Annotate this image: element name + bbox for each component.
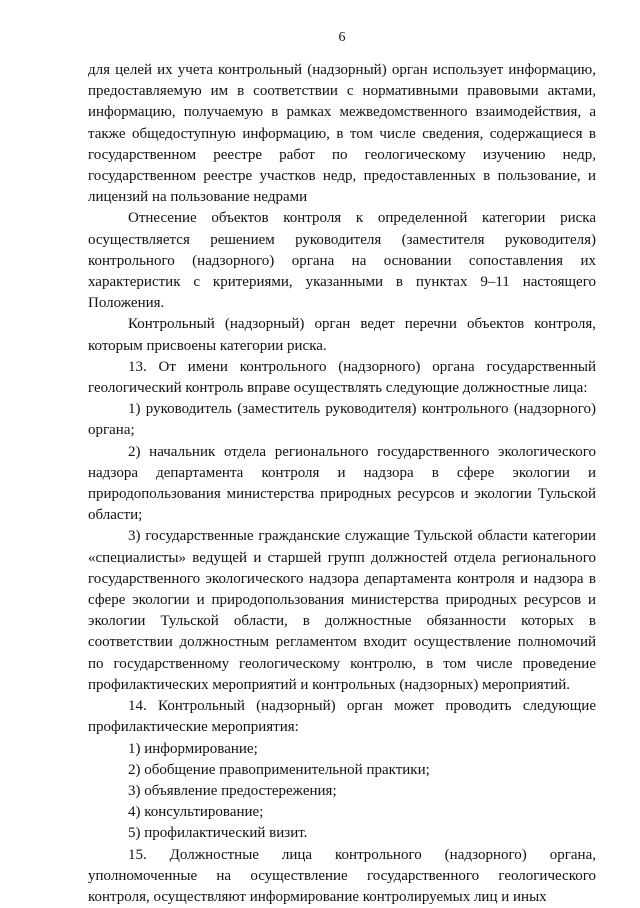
document-body (88, 60, 596, 908)
page-number: 6 (338, 30, 346, 45)
paragraph-13-officials: 13. От имени контрольного (надзорного) органа государственный геологический контроль вправе осуществлять следующие должностные лица: (88, 358, 596, 397)
paragraph-risk-lists: Контрольный (надзорный) орган ведет перечни объектов контроля, которым присвоены категории риска. (88, 316, 596, 354)
list-item-14-1: 1) информирование; (128, 740, 258, 757)
list-item-14-2: 2) обобщение правоприменительной практики; (128, 761, 430, 778)
list-item-13-3: 3) государственные гражданские служащие Тульской области категории «специалисты» ведущей и старшей групп должностей отдела регионального государственного экологического надзора департамента контроля и надзора в сфере экологии и природопользования министерства природных ресурсов и экологии Тульской области, в должностные обязанности которых в соответствии должностным регламентом входит осуществление полномочий по государственному геологическому контролю, в том числе проведение профилактических мероприятий и контрольных (надзорных) мероприятий. (88, 528, 596, 693)
list-item-14-5: 5) профилактический визит. (128, 825, 308, 842)
paragraph-risk-category-assignment: Отнесение объектов контроля к определенной категории риска осуществляется решением руководителя (заместителя руководителя) контрольного (надзорного) органа на основании сопоставления их характеристик с критериями, указанными в пунктах 9–11 настоящего Положения. (88, 210, 596, 312)
paragraph-15-informing: 15. Должностные лица контрольного (надзорного) органа, уполномоченные на осуществление государственного геологического контроля, осуществляют информирование контролируемых лиц и иных (88, 846, 596, 905)
paragraph-14-preventive-measures: 14. Контрольный (надзорный) орган может проводить следующие профилактические мероприятия: (88, 698, 596, 736)
list-item-13-1: 1) руководитель (заместитель руководителя) контрольного (надзорного) органа; (88, 401, 596, 439)
paragraph-continuation: для целей их учета контрольный (надзорный) орган использует информацию, предоставляемую им в соответствии с нормативными правовыми актами, информацию, получаемую в рамках межведомственного взаимодействия, а также общедоступную информацию, в том числе сведения, содержащиеся в государственном реестре работ по геологическому изучению недр, государственном реестре участков недр, предоставленных в пользование, и лицензий на пользование недрами (88, 62, 596, 206)
list-item-13-2: 2) начальник отдела регионального государственного экологического надзора департамента контроля и надзора в сфере экологии и природопользования министерства природных ресурсов и экологии Тульской области; (88, 443, 596, 524)
list-item-14-3: 3) объявление предостережения; (128, 782, 337, 799)
list-item-14-4: 4) консультирование; (128, 804, 264, 821)
